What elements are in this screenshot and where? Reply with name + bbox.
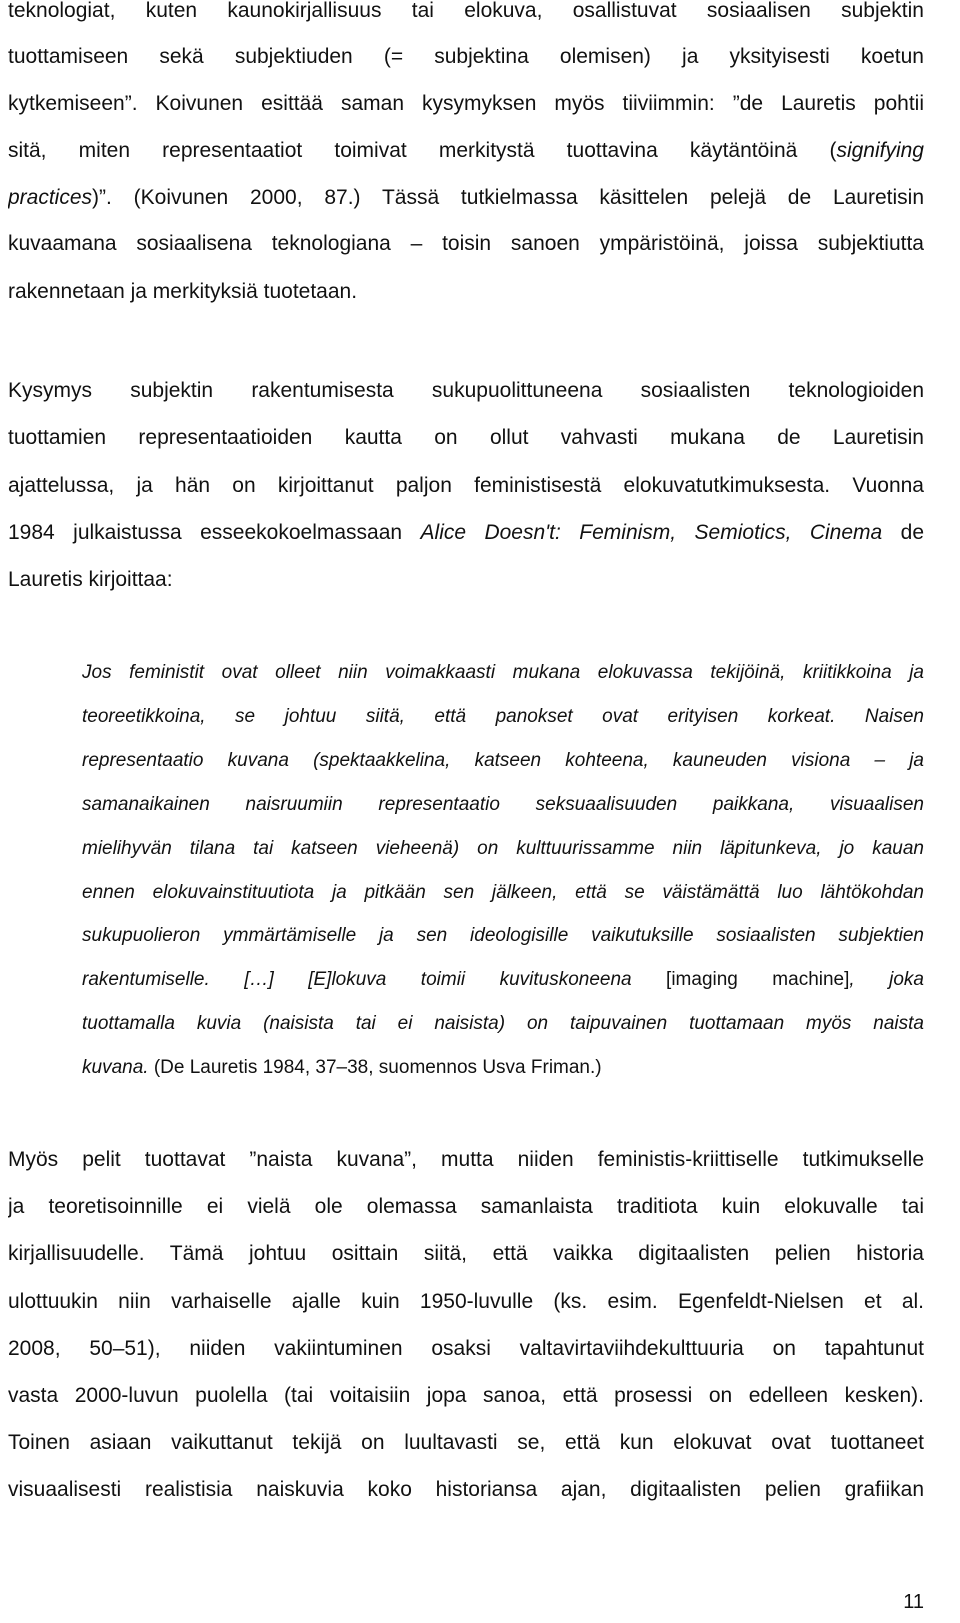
text-line: kuvaamana sosiaalisena teknologiana – toisin sanoen ympäristöinä, joissa subjektiutta [8, 232, 924, 255]
text-line: vasta 2000-luvun puolella (tai voitaisiin jopa sanoa, että prosessi on edelleen kesken). [8, 1384, 924, 1407]
quote-line: representaatio kuvana (spektaakkelina, katseen kohteena, kauneuden visiona – ja [82, 750, 924, 771]
quote-line: Jos feministit ovat olleet niin voimakkaasti mukana elokuvassa tekijöinä, kriitikkoina ja [82, 662, 924, 683]
text-line: rakennetaan ja merkityksiä tuotetaan. [8, 280, 358, 303]
text-line: Myös pelit tuottavat ”naista kuvana”, mutta niiden feministis-kriittiselle tutkimukselle [8, 1148, 924, 1171]
quote-line: ennen elokuvainstituutiota ja pitkään sen jälkeen, että se väistämättä luo lähtökohdan [82, 882, 924, 903]
text-line: tuottamiseen sekä subjektiuden (= subjektina olemisen) ja yksityisesti koetun [8, 45, 924, 68]
quote-line: tuottamalla kuvia (naisista tai ei naisista) on taipuvainen tuottamaan myös naista [82, 1013, 924, 1034]
text-line: Kysymys subjektin rakentumisesta sukupuolittuneena sosiaalisten teknologioiden [8, 379, 924, 402]
page-number: 11 [903, 1591, 924, 1613]
text-line: 1984 julkaistussa esseekokoelmassaan Alice Doesn't: Feminism, Semiotics, Cinema de [8, 521, 924, 544]
quote-line: sukupuolieron ymmärtämiselle ja sen ideologisille vaikutuksille sosiaalisten subjektien [82, 925, 924, 946]
text-line: 2008, 50–51), niiden vakiintuminen osaksi valtavirtaviihdekulttuuria on tapahtunut [8, 1337, 924, 1360]
quote-line: mielihyvän tilana tai katseen vieheenä) on kulttuurissamme niin läpitunkeva, jo kauan [82, 838, 924, 859]
quote-line: teoreetikkoina, se johtuu siitä, että panokset ovat erityisen korkeat. Naisen [82, 706, 924, 727]
text-line: ulottuukin niin varhaiselle ajalle kuin 1950-luvulle (ks. esim. Egenfeldt-Nielsen et al. [8, 1290, 924, 1313]
quote-line: kuvana. (De Lauretis 1984, 37–38, suomennos Usva Friman.) [82, 1057, 602, 1078]
quote-line: rakentumiselle. […] [E]lokuva toimii kuvituskoneena [imaging machine], joka [82, 969, 924, 990]
text-line: kytkemiseen”. Koivunen esittää saman kysymyksen myös tiiviimmin: ”de Lauretis pohtii [8, 92, 924, 115]
quote-line: samanaikainen naisruumiin representaatio seksuaalisuuden paikkana, visuaalisen [82, 794, 924, 815]
text-line: ja teoretisoinnille ei vielä ole olemassa samanlaista traditiota kuin elokuvalle tai [8, 1195, 924, 1218]
text-line: teknologiat, kuten kaunokirjallisuus tai elokuva, osallistuvat sosiaalisen subjektin [8, 0, 924, 22]
quote-citation: (De Lauretis 1984, 37–38, suomennos Usva Friman.) [148, 1057, 602, 1078]
text-line: ajattelussa, ja hän on kirjoittanut paljon feministisestä elokuvatutkimuksesta. Vuonna [8, 474, 924, 497]
text-line: Toinen asiaan vaikuttanut tekijä on luultavasti se, että kun elokuvat ovat tuottaneet [8, 1431, 924, 1454]
text-line: sitä, miten representaatiot toimivat merkitystä tuottavina käytäntöinä (signifying [8, 139, 924, 162]
text-line: visuaalisesti realistisia naiskuvia koko historiansa ajan, digitaalisten pelien grafiikan [8, 1478, 924, 1501]
text-line: kirjallisuudelle. Tämä johtuu osittain siitä, että vaikka digitaalisten pelien historia [8, 1242, 924, 1265]
book-title: Alice Doesn't: Feminism, Semiotics, Cinema [420, 521, 883, 544]
text-line: tuottamien representaatioiden kautta on ollut vahvasti mukana de Lauretisin [8, 426, 924, 449]
text-line: practices)”. (Koivunen 2000, 87.) Tässä tutkielmassa käsittelen pelejä de Lauretisin [8, 186, 924, 209]
text-line: Lauretis kirjoittaa: [8, 568, 173, 591]
